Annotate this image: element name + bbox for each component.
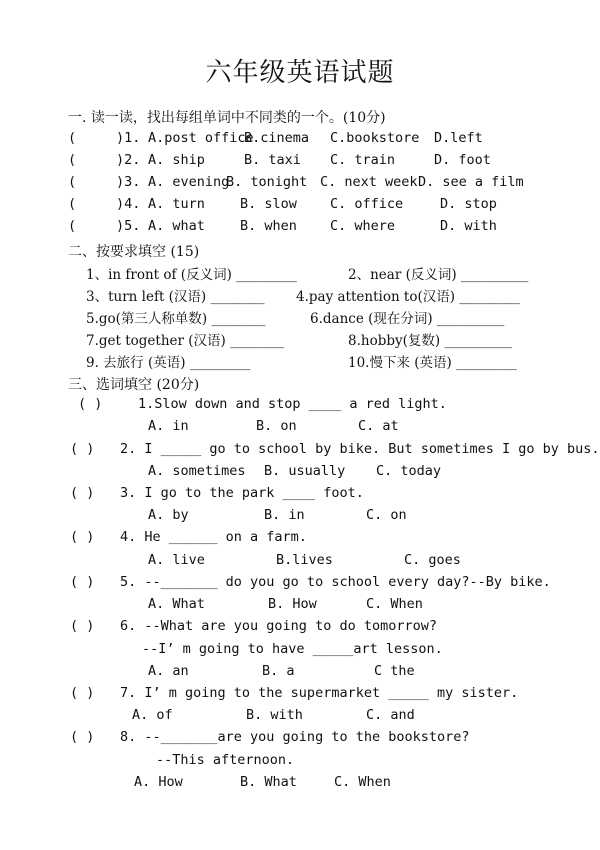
s2-item-2: 2、near (反义词) __________ xyxy=(348,267,529,283)
q1-option-c: C. at xyxy=(358,418,399,434)
s1-row-1-option-a: A.post office xyxy=(148,130,254,146)
s2-item-10: 10.慢下来 (英语) _________ xyxy=(348,355,517,371)
q2-option-b: B. usually xyxy=(264,463,346,479)
q3-option-a: A. by xyxy=(148,507,189,523)
q2-option-c: C. today xyxy=(376,463,442,479)
q7-option-a: A. of xyxy=(132,707,173,723)
q4-option-b: B.lives xyxy=(276,552,333,568)
s1-row-4-option-d: D. stop xyxy=(440,196,497,212)
q7-text: 7. I’ m going to the supermarket _____ my sister. xyxy=(120,685,519,701)
q6-text: 6. --What are you going to do tomorrow? xyxy=(120,618,437,634)
s2-item-3: 3、turn left (汉语) ________ xyxy=(86,289,265,305)
q8-answer-paren: ( ) xyxy=(70,729,95,745)
q1-option-b: B. on xyxy=(256,418,297,434)
q5-text: 5. --_______ do you go to school every day?--By bike. xyxy=(120,574,551,590)
s1-row-2-option-a: A. ship xyxy=(148,152,205,168)
s1-row-2-option-b: B. taxi xyxy=(244,152,301,168)
s1-row-1-option-d: D.left xyxy=(434,130,483,146)
q2-text: 2. I _____ go to school by bike. But sometimes I go by bus. xyxy=(120,441,600,457)
q3-option-c: C. on xyxy=(366,507,407,523)
s1-row-4-option-c: C. office xyxy=(330,196,404,212)
s1-row-2-option-d: D. foot xyxy=(434,152,491,168)
s2-item-9: 9. 去旅行 (英语) _________ xyxy=(86,355,251,371)
q5-option-a: A. What xyxy=(148,596,205,612)
q7-option-c: C. and xyxy=(366,707,415,723)
s1-row-4-option-a: A. turn xyxy=(148,196,205,212)
s1-row-1-option-c: C.bookstore xyxy=(330,130,420,146)
page-title: 六年级英语试题 xyxy=(205,58,395,88)
q1-answer-paren: ( ) xyxy=(78,396,103,412)
q2-option-a: A. sometimes xyxy=(148,463,246,479)
q8-option-c: C. When xyxy=(334,774,391,790)
s1-row-5-option-c: C. where xyxy=(330,218,396,234)
q8-option-b: B. What xyxy=(240,774,297,790)
q1-option-a: A. in xyxy=(148,418,189,434)
q4-text: 4. He ______ on a farm. xyxy=(120,529,307,545)
q5-option-b: B. How xyxy=(268,596,317,612)
q6-option-c: C the xyxy=(374,663,415,679)
s2-item-8: 8.hobby(复数) __________ xyxy=(348,333,512,349)
s1-row-4-option-b: B. slow xyxy=(240,196,297,212)
s1-row-5-paren: ( xyxy=(68,218,77,234)
s1-row-3-option-b: B. tonight xyxy=(226,174,308,190)
s1-row-2-option-c: C. train xyxy=(330,152,396,168)
s1-row-1-option-b: B.cinema xyxy=(244,130,310,146)
s2-item-7: 7.get together (汉语) ________ xyxy=(86,333,285,349)
q8-text-line-2: --This afternoon. xyxy=(156,752,295,768)
s1-row-3-option-c: C. next week xyxy=(320,174,418,190)
section3-heading: 三、选词填空 (20分) xyxy=(68,377,200,393)
s1-row-2-number: )2. xyxy=(116,152,141,168)
q3-option-b: B. in xyxy=(264,507,305,523)
s1-row-3-paren: ( xyxy=(68,174,77,190)
q6-answer-paren: ( ) xyxy=(70,618,95,634)
s1-row-5-option-a: A. what xyxy=(148,218,205,234)
q5-answer-paren: ( ) xyxy=(70,574,95,590)
s1-row-3-option-d: D. see a film xyxy=(418,174,524,190)
q3-answer-paren: ( ) xyxy=(70,485,95,501)
q7-answer-paren: ( ) xyxy=(70,685,95,701)
s1-row-1-number: )1. xyxy=(116,130,141,146)
q4-answer-paren: ( ) xyxy=(70,529,95,545)
s1-row-5-option-d: D. with xyxy=(440,218,497,234)
q5-option-c: C. When xyxy=(366,596,423,612)
s1-row-3-number: )3. xyxy=(116,174,141,190)
q3-text: 3. I go to the park ____ foot. xyxy=(120,485,364,501)
q4-option-a: A. live xyxy=(148,552,205,568)
q7-option-b: B. with xyxy=(246,707,303,723)
s1-row-3-option-a: A. evening xyxy=(148,174,230,190)
q8-option-a: A. How xyxy=(134,774,183,790)
s1-row-4-paren: ( xyxy=(68,196,77,212)
s1-row-2-paren: ( xyxy=(68,152,77,168)
section2-heading: 二、按要求填空 (15) xyxy=(68,244,200,260)
q6-text-line-2: --I’ m going to have _____art lesson. xyxy=(142,641,443,657)
q4-option-c: C. goes xyxy=(404,552,461,568)
q2-answer-paren: ( ) xyxy=(70,441,95,457)
s1-row-5-number: )5. xyxy=(116,218,141,234)
q6-option-b: B. a xyxy=(262,663,295,679)
s2-item-4: 4.pay attention to(汉语) _________ xyxy=(296,289,521,305)
q8-text: 8. --_______are you going to the bookstore? xyxy=(120,729,470,745)
s1-row-1-paren: ( xyxy=(68,130,77,146)
s2-item-6: 6.dance (现在分词) __________ xyxy=(310,311,505,327)
q1-text: 1.Slow down and stop ____ a red light. xyxy=(138,396,447,412)
s2-item-5: 5.go(第三人称单数) ________ xyxy=(86,311,266,327)
s1-row-4-number: )4. xyxy=(116,196,141,212)
q6-option-a: A. an xyxy=(148,663,189,679)
s1-row-5-option-b: B. when xyxy=(240,218,297,234)
section1-heading: 一. 读一读，找出每组单词中不同类的一个。(10分) xyxy=(68,110,386,126)
s2-item-1: 1、in front of (反义词) _________ xyxy=(86,267,297,283)
